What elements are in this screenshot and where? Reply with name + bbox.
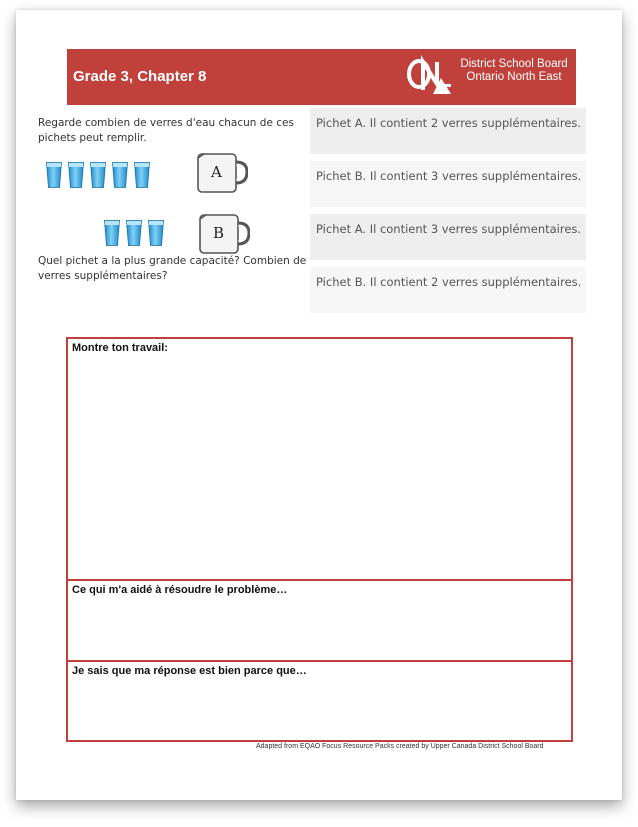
- school-board-name: [457, 58, 571, 84]
- board-line-1: District School Board: [460, 58, 568, 70]
- header-banner: [67, 49, 576, 105]
- helped-label: Ce qui m'a aidé à résoudre le problème…: [72, 584, 288, 596]
- water-glass-icon: [90, 162, 106, 188]
- pitcher-b-label: B: [213, 224, 225, 242]
- helped-box[interactable]: [66, 579, 573, 660]
- answer-option-2[interactable]: Pichet B. Il contient 3 verres supplémentaires.: [310, 161, 586, 207]
- worksheet-page: [16, 10, 622, 800]
- water-glass-icon: [68, 162, 84, 188]
- water-glass-icon: [134, 162, 150, 188]
- one-logo-icon: [405, 54, 453, 98]
- show-work-box[interactable]: [66, 337, 573, 579]
- water-glass-icon: [112, 162, 128, 188]
- pitcher-icon: [196, 152, 248, 194]
- answer-option-1[interactable]: Pichet A. Il contient 2 verres supplémentaires.: [310, 108, 586, 154]
- water-glass-icon: [126, 220, 142, 246]
- board-line-2: Ontario North East: [466, 71, 562, 83]
- pitcher-b: [198, 213, 250, 255]
- pitcher-a: [196, 152, 248, 194]
- water-glass-icon: [148, 220, 164, 246]
- page-title: Grade 3, Chapter 8: [73, 68, 207, 85]
- credit-line: Adapted from EQAO Focus Resource Packs created by Upper Canada District School Board: [256, 743, 544, 750]
- answer-option-3[interactable]: Pichet A. Il contient 3 verres supplémentaires.: [310, 214, 586, 260]
- glasses-pitcher-b: [104, 220, 164, 246]
- show-work-label: Montre ton travail:: [72, 342, 168, 354]
- why-right-box[interactable]: [66, 660, 573, 742]
- why-right-label: Je sais que ma réponse est bien parce que…: [72, 665, 307, 677]
- water-glass-icon: [104, 220, 120, 246]
- problem-question: Quel pichet a la plus grande capacité? Combien de verres supplémentaires?: [38, 255, 307, 282]
- water-glass-icon: [46, 162, 62, 188]
- pitcher-a-label: A: [211, 163, 222, 181]
- problem-prompt: Regarde combien de verres d'eau chacun de ces pichets peut remplir.: [38, 117, 294, 144]
- glasses-pitcher-a: [46, 162, 150, 188]
- answer-option-4[interactable]: Pichet B. Il contient 2 verres supplémentaires.: [310, 267, 586, 313]
